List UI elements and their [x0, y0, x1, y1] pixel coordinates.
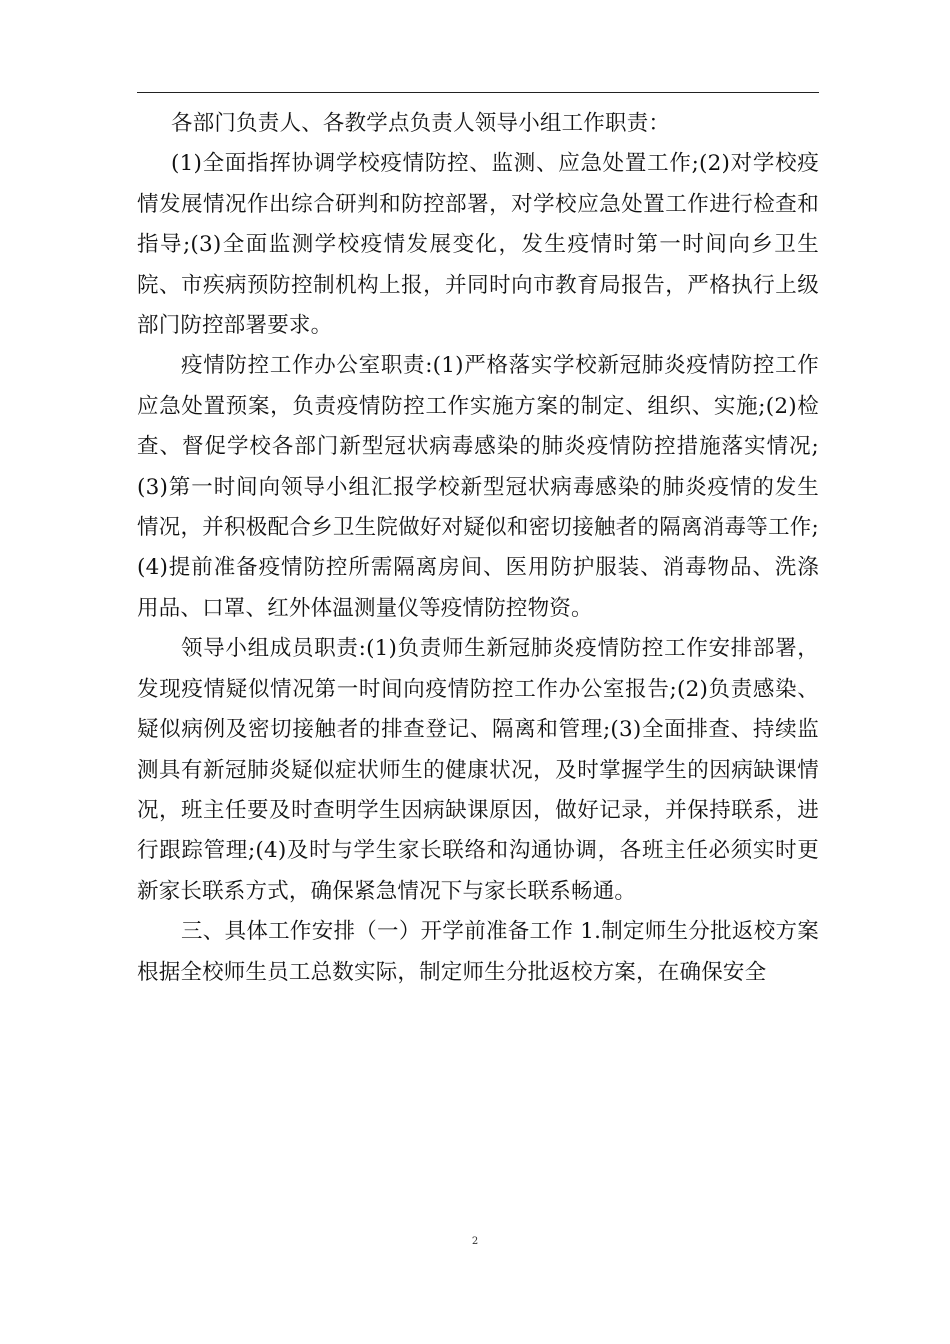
page-number: 2 — [471, 1236, 479, 1247]
paragraph-office-duties: 疫情防控工作办公室职责:(1)严格落实学校新冠肺炎疫情防控工作应急处置预案，负责疫情防控工作实施方案的制定、组织、实施;(2)检查、督促学校各部门新型冠状病毒感染的肺炎疫情防控措施落实情况;(3)第一时间向领导小组汇报学校新型冠状病毒感染的肺炎疫情的发生情况，并积极配合乡卫生院做好对疑似和密切接触者的隔离消毒等工作;(4)提前准备疫情防控所需隔离房间、医用防护服装、消毒物品、洗涤用品、口罩、红外体温测量仪等疫情防控物资。 — [137, 353, 819, 621]
body-text — [137, 104, 819, 993]
paragraph-responsibilities-heading: 各部门负责人、各教学点负责人领导小组工作职责： — [171, 111, 671, 136]
paragraph-leading-group-duties: (1)全面指挥协调学校疫情防控、监测、应急处置工作;(2)对学校疫情发展情况作出综合研判和防控部署，对学校应急处置工作进行检查和指导;(3)全面监测学校疫情发展变化，发生疫情时第一时间向乡卫生院、市疾病预防控制机构上报，并同时向市教育局报告，严格执行上级部门防控部署要求。 — [137, 151, 819, 339]
header-rule — [137, 92, 819, 93]
paragraph-member-duties: 领导小组成员职责:(1)负责师生新冠肺炎疫情防控工作安排部署，发现疫情疑似情况第一时间向疫情防控工作办公室报告;(2)负责感染、疑似病例及密切接触者的排查登记、隔离和管理;(3)全面排查、持续监测具有新冠肺炎疑似症状师生的健康状况，及时掌握学生的因病缺课情况，班主任要及时查明学生因病缺课原因，做好记录，并保持联系，进行跟踪管理;(4)及时与学生家长联络和沟通协调，各班主任必须实时更新家长联系方式，确保紧急情况下与家长联系畅通。 — [137, 636, 819, 904]
paragraph-work-arrangement: 三、具体工作安排（一）开学前准备工作 1.制定师生分批返校方案根据全校师生员工总数实际，制定师生分批返校方案，在确保安全 — [137, 919, 819, 985]
